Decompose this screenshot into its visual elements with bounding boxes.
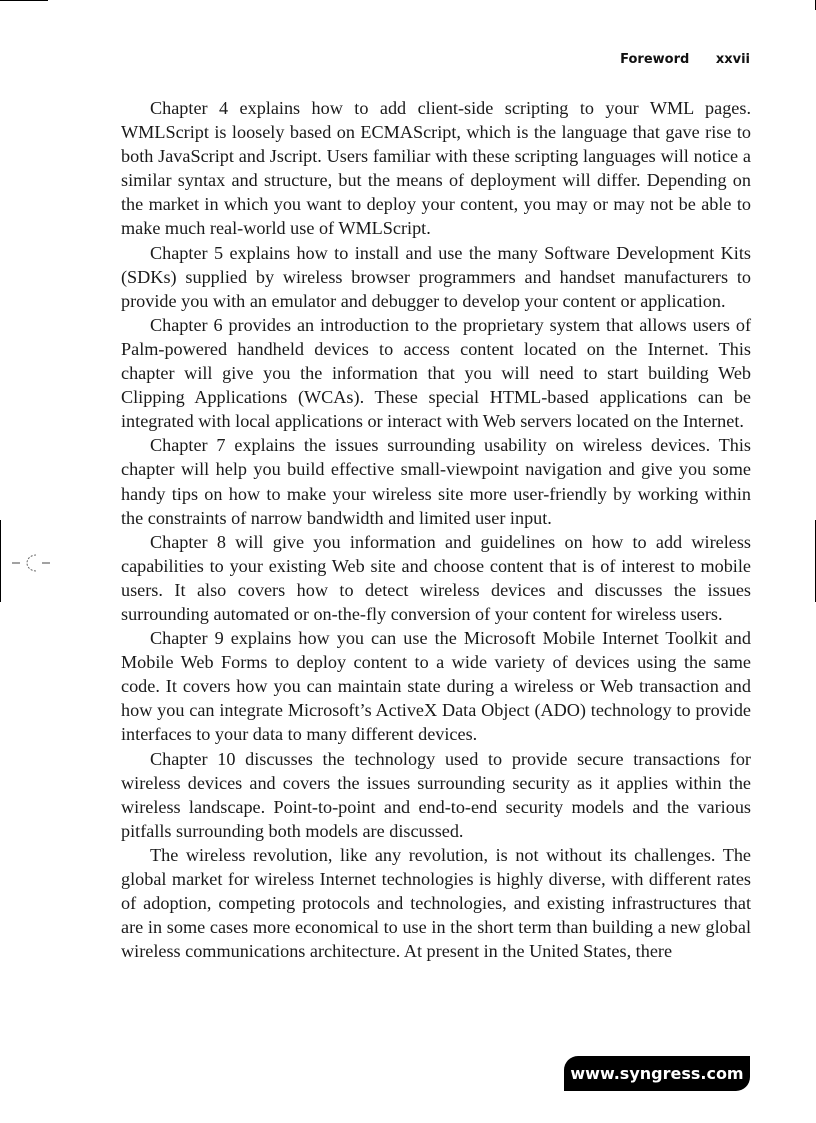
crop-mark-top-left (0, 0, 48, 1)
paragraph: Chapter 10 discusses the technology used to provide secure transactions for wireless devices and covers the issues surrounding security as it applies within the wireless landscape. Point-to-point and end-to-end security models and the various pitfalls surrounding both models are discussed. (121, 748, 751, 841)
paragraph: The wireless revolution, like any revolution, is not without its challenges. The global market for wireless Internet technologies is highly diverse, with different rates of adoption, competing protocols and technologies, and existing infrastructures that are in some cases more economical to use in the short term than building a new global wireless communications architecture. At present in the United States, there (121, 844, 751, 962)
section-title: Foreword (620, 52, 690, 67)
paragraph: Chapter 8 will give you information and guidelines on how to add wireless capabilities to your existing Web site and choose content that is of interest to mobile users. It also covers how to detect wireless devices and discusses the issues surrounding automated or on-the-fly conversion of your content for wireless users. (121, 531, 751, 624)
page-number: xxvii (715, 52, 750, 67)
paragraph: Chapter 7 explains the issues surrounding usability on wireless devices. This chapter will help you build effective small-viewpoint navigation and give you some handy tips on how to make your wireless site more user-friendly by working within the constraints of narrow bandwidth and limited user input. (121, 435, 751, 528)
body-text (121, 96, 751, 963)
paragraph: Chapter 5 explains how to install and use the many Software Development Kits (SDKs) supplied by wireless browser programmers and handset manufacturers to provide you with an emulator and debugger to develop your content or application. (121, 242, 751, 311)
trim-mark-left (0, 520, 1, 602)
paragraph: Chapter 6 provides an introduction to the proprietary system that allows users of Palm-powered handheld devices to access content located on the Internet. This chapter will give you the information that you will need to start building Web Clipping Applications (WCAs). These special HTML-based applications can be integrated with local applications or interact with Web servers located on the Internet. (121, 314, 751, 432)
paragraph: Chapter 4 explains how to add client-side scripting to your WML pages. WMLScript is loosely based on ECMAScript, which is the language that gave rise to both JavaScript and Jscript. Users familiar with these scripting languages will notice a similar syntax and structure, but the means of deployment will differ. Depending on the market in which you want to deploy your content, you may or may not be able to make much real-world use of WMLScript. (121, 98, 751, 239)
website-badge (564, 1056, 750, 1091)
running-header (620, 52, 750, 67)
registration-mark-icon (10, 552, 54, 574)
paragraph: Chapter 9 explains how you can use the Microsoft Mobile Internet Toolkit and Mobile Web Forms to deploy content to a wide variety of devices using the same code. It covers how you can maintain state during a wireless or Web transaction and how you can integrate Microsoft’s ActiveX Data Object (ADO) technology to provide interfaces to your data to many different devices. (121, 628, 751, 745)
website-url: www.syngress.com (570, 1064, 744, 1083)
